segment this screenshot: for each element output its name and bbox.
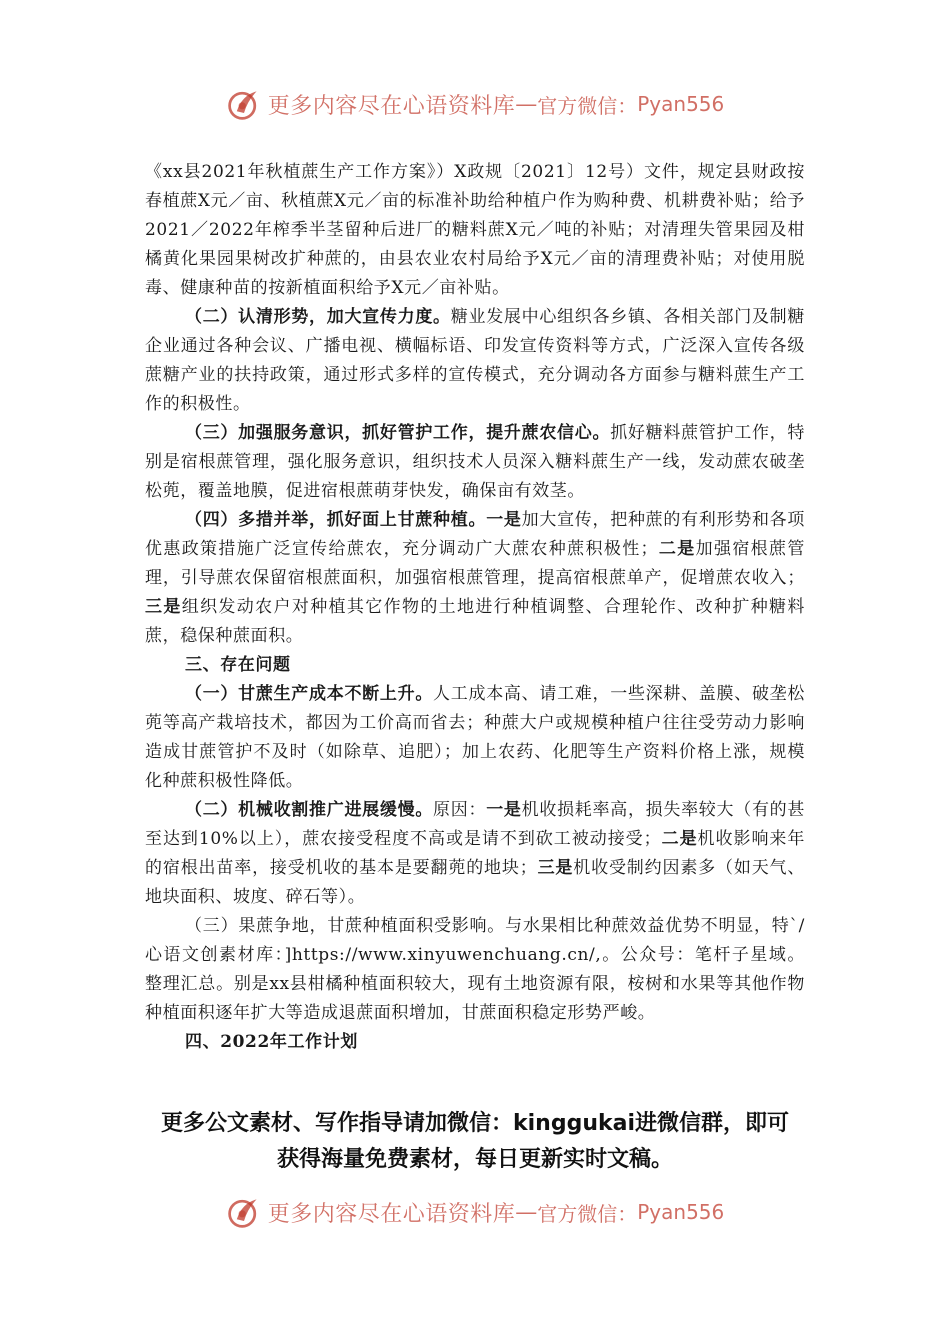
watermark-label: 官方微信： xyxy=(537,93,638,118)
paragraph-cost-text: 人工成本高、请工难，一些深耕、盖膜、破垄松蔸等高产栽培技术，都因为工价高而省去；种蔗大户或规模种植户往往受劳动力影响造成甘蔗管护不及时（如除草、追肥）；加上农药、化肥等生产资料价格上涨，规模化种蔗积极性降低。 xyxy=(145,684,805,791)
paragraph-publicity-text: 糖业发展中心组织各乡镇、各相关部门及制糖企业通过各种会议、广播电视、横幅标语、印发宣传资料等方式，广泛深入宣传各级蔗糖产业的扶持政策，通过形式多样的宣传模式，充分调动各方面参与糖料蔗生产工作的积极性。 xyxy=(145,307,805,414)
reason-1-marker: 一是 xyxy=(486,800,522,820)
measure-2-text: 加强宿根蔗管理，引导蔗农保留宿根蔗面积，加强宿根蔗管理，提高宿根蔗单产，促增蔗农收入； xyxy=(145,539,805,588)
subheading-service: （三）加强服务意识，抓好管护工作，提升蔗农信心。 xyxy=(185,423,611,443)
reason-2-text: 机收影响来年的宿根出苗率，接受机收的基本是要翻蔸的地块； xyxy=(145,829,805,878)
reason-2-marker: 二是 xyxy=(661,829,698,849)
subheading-measures: （四）多措并举，抓好面上甘蔗种植。 xyxy=(185,510,487,530)
watermark-separator: — xyxy=(515,91,538,117)
paragraph-measures xyxy=(145,506,805,651)
reason-3-marker: 三是 xyxy=(537,858,574,878)
subheading-publicity: （二）认清形势，加大宣传力度。 xyxy=(185,307,451,327)
watermark-logo-icon xyxy=(226,86,262,122)
measure-1-text: 加大宣传，把种蔗的有利形势和各项优惠政策措施广泛宣传给蔗农，充分调动广大蔗农种蔗积极性； xyxy=(145,510,805,559)
subheading-cost: （一）甘蔗生产成本不断上升。 xyxy=(185,684,434,704)
watermark-title: 更多内容尽在心语资料库 xyxy=(267,1201,516,1227)
watermark-title: 更多内容尽在心语资料库 xyxy=(267,93,516,119)
paragraph-service xyxy=(145,419,805,506)
watermark-logo-icon xyxy=(226,1194,262,1230)
measure-2-marker: 二是 xyxy=(658,539,696,559)
section-heading-problems: 三、存在问题 xyxy=(185,655,291,675)
paragraph-mechanization xyxy=(145,796,805,912)
measure-3-text: 组织发动农户对种植其它作物的土地进行种植调整、合理轮作、改种扩种糖料蔗，稳保种蔗面积。 xyxy=(145,597,805,646)
promo-line-2: 获得海量免费素材，每日更新实时文稿。 xyxy=(276,1147,673,1172)
measure-3-marker: 三是 xyxy=(145,597,182,617)
reason-3-text: 机收受制约因素多（如天气、地块面积、坡度、碎石等）。 xyxy=(145,858,805,907)
paragraph-cost xyxy=(145,680,805,796)
watermark-separator: — xyxy=(515,1199,538,1225)
watermark-label: 官方微信： xyxy=(537,1201,638,1226)
watermark-footer xyxy=(0,1190,950,1234)
promo-banner xyxy=(100,1106,850,1178)
measure-1-marker: 一是 xyxy=(486,510,522,530)
watermark-wechat-id: Pyan556 xyxy=(637,92,725,116)
paragraph-service-text: 抓好糖料蔗管护工作，特别是宿根蔗管理，强化服务意识，组织技术人员深入糖料蔗生产一线，发动蔗农破垄松蔸，覆盖地膜，促进宿根蔗萌芽快发，确保亩有效茎。 xyxy=(145,423,805,501)
watermark-wechat-id: Pyan556 xyxy=(637,1200,725,1224)
watermark-header xyxy=(0,82,950,126)
document-body xyxy=(145,158,805,1057)
subheading-mechanization: （二）机械收割推广进展缓慢。 xyxy=(185,800,434,820)
paragraph-publicity xyxy=(145,303,805,419)
paragraph-land-competition: （三）果蔗争地，甘蔗种植面积受影响。与水果相比种蔗效益优势不明显，特`/心语文创素材库：]https://www.xinyuwenchuang.cn/,。公众号：笔杆子星域。整理汇总。别是xx县柑橘种植面积较大，现有土地资源有限，桉树和水果等其他作物种植面积逐年扩大等造成退蔗面积增加，甘蔗面积稳定形势严峻。 xyxy=(145,916,805,1023)
paragraph-policy: 《xx县2021年秋植蔗生产工作方案》）X政规〔2021〕12号）文件，规定县财政按春植蔗X元／亩、秋植蔗X元／亩的标准补助给种植户作为购种费、机耕费补贴；给予2021／2022年榨季半茎留种后进厂的糖料蔗X元／吨的补贴；对清理失管果园及柑橘黄化果园果树改扩种蔗的，由县农业农村局给予X元／亩的清理费补贴；对使用脱毒、健康种苗的按新植面积给予X元／亩补贴。 xyxy=(145,162,805,298)
promo-line-1: 更多公文素材、写作指导请加微信：kinggukai进微信群，即可 xyxy=(160,1111,789,1136)
reason-label: 原因： xyxy=(433,800,487,820)
reason-1-text: 机收损耗率高，损失率较大（有的甚至达到10%以上），蔗农接受程度不高或是请不到砍工被动接受； xyxy=(145,800,805,849)
section-heading-plan: 四、2022年工作计划 xyxy=(185,1032,358,1052)
